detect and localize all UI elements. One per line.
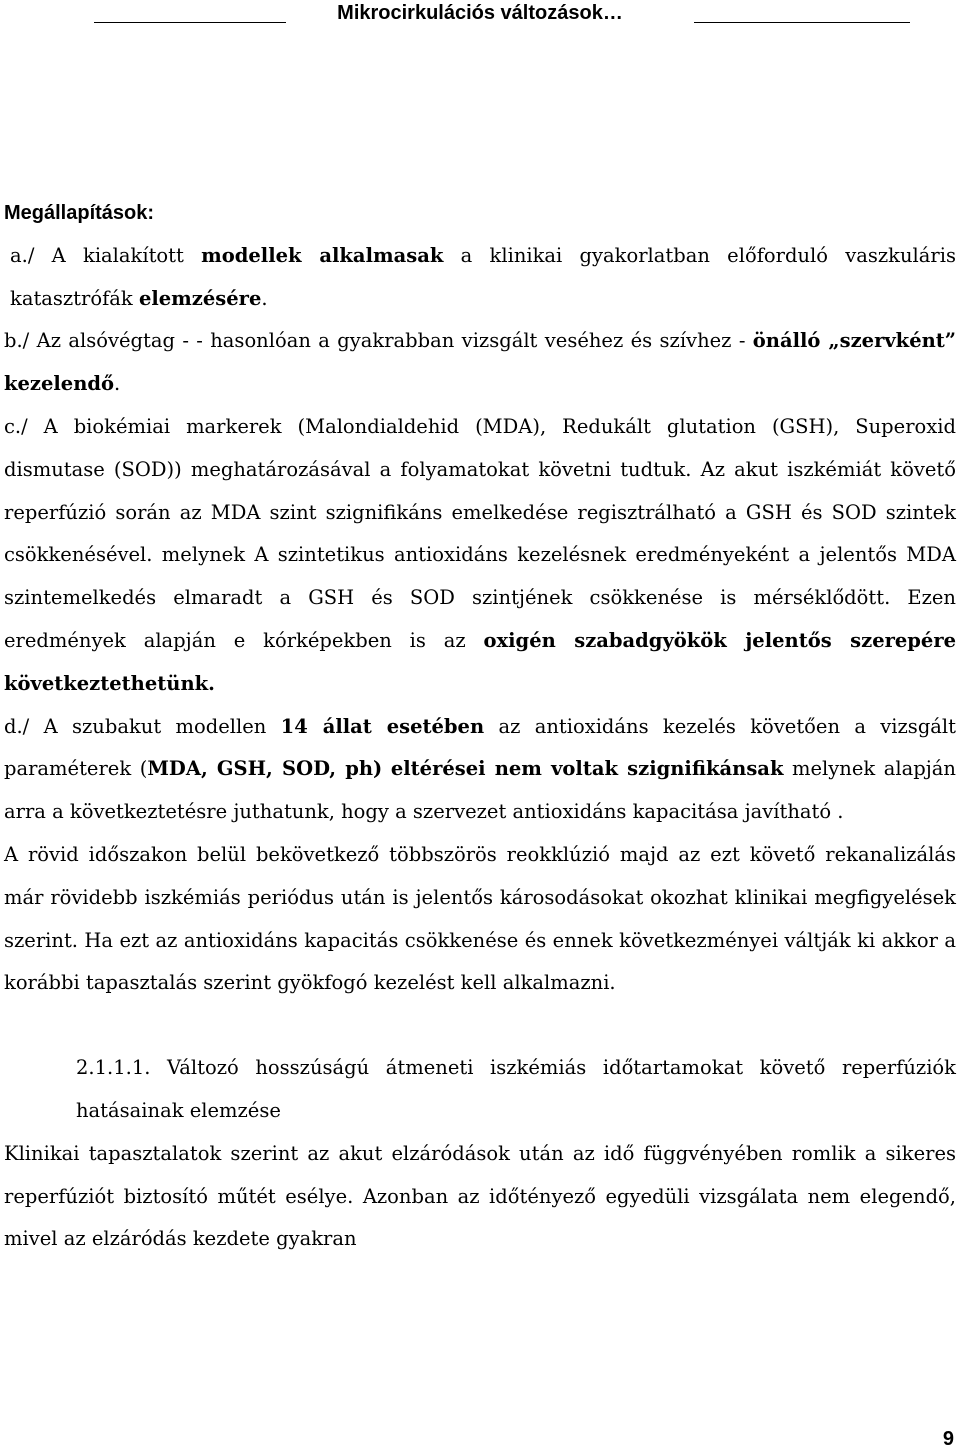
finding-d-text-2: az antioxidáns kezelés követően a vizsgált paraméterek (: [4, 714, 956, 781]
section-body: Klinikai tapasztalatok szerint az akut elzáródások után az idő függvényében romlik a sikeres reperfúziót biztosító műtét esélye. Azonban az időtényező egyedüli vizsgálata nem elegendő, mivel az elzáródás kezdete gyakran: [4, 1141, 956, 1251]
running-header: [0, 0, 960, 30]
finding-d-bold-1: 14 állat esetében: [280, 714, 485, 738]
finding-d-bold-3: eltérései nem voltak szignifikánsak: [390, 757, 784, 781]
finding-b: [4, 320, 956, 406]
finding-d-bold-2: MDA, GSH, SOD, ph): [147, 757, 383, 781]
finding-a-end: .: [261, 286, 268, 310]
paragraph-reocclusion: A rövid időszakon belül bekövetkező többszörös reokklúzió majd az ezt követő rekanalizálás már rövidebb iszkémiás periódus után is jelentős károsodásokat okozhat klinikai megfigyelések szerint. Ha ezt az antioxidáns kapacitás csökkenése és ennek következményei váltják ki akkor a korábbi tapasztalás szerint gyökfogó kezelést kell alkalmazni.: [4, 842, 956, 995]
finding-b-end: .: [114, 372, 121, 396]
finding-a-bold-2: elemzésére: [138, 286, 262, 310]
finding-a: [4, 235, 956, 321]
page-body: [4, 192, 956, 1261]
header-title: Mikrocirkulációs változások…: [337, 2, 623, 24]
finding-d: [4, 706, 956, 834]
finding-b-bold: önálló „szervként” kezelendő: [4, 329, 956, 396]
finding-c-bold: oxigén szabadgyökök jelentős szerepére következtethetünk.: [4, 628, 957, 695]
finding-a-text: a./ A kialakított: [10, 243, 202, 267]
finding-b-text: b./ Az alsóvégtag - - hasonlóan a gyakrabban vizsgált veséhez és szívhez -: [4, 329, 753, 353]
finding-d-end: melynek alapján arra a következtetésre juthatunk, hogy a szervezet antioxidáns kapacitása javítható .: [4, 757, 956, 824]
section-number: 2.1.1.1.: [76, 1056, 151, 1080]
header-rule-right: [694, 22, 910, 23]
section-heading: [4, 1047, 956, 1133]
finding-c-text: c./ A biokémiai markerek (Malondialdehid (MDA), Redukált glutation (GSH), Superoxid dismutase (SOD)) meghatározásával a folyamatokat követni tudtuk. Az akut iszkémiát követő reperfúzió során az MDA szint szignifikáns emelkedése regisztrálható a GSH és SOD szintek csökkenésével. melynek A szintetikus antioxidáns kezelésnek eredményeként a jelentős MDA szintemelkedés elmaradt a GSH és SOD szintjének csökkenése is mérséklődött. Ezen eredmények alapján e kórképekben is az: [4, 414, 956, 652]
page-number: 9: [942, 1428, 954, 1450]
finding-d-space: [382, 757, 391, 780]
section-title: Változó hosszúságú átmeneti iszkémiás időtartamokat követő reperfúziók hatásainak elemzése: [76, 1056, 956, 1122]
finding-d-text: d./ A szubakut modellen: [4, 714, 281, 738]
finding-a-text-2: a klinikai gyakorlatban előforduló vaszkuláris katasztrófák: [10, 243, 956, 310]
finding-c: [4, 406, 956, 706]
finding-a-bold-1: modellek alkalmasak: [201, 243, 444, 267]
findings-heading: Megállapítások:: [4, 202, 155, 224]
